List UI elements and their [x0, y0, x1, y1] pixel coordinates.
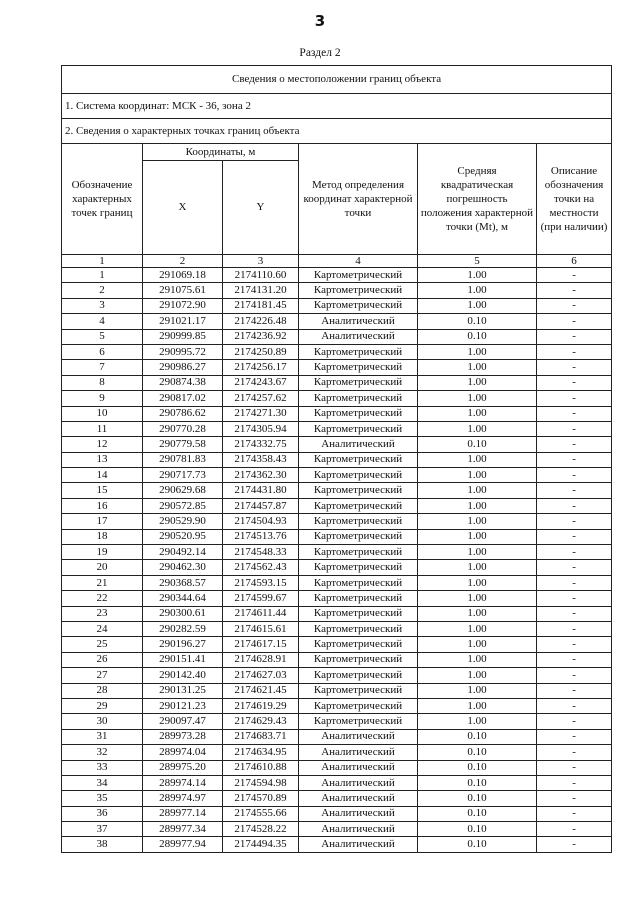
table-row: [62, 329, 612, 344]
method-cell: Аналитический: [299, 437, 418, 452]
point-number-cell: 28: [62, 683, 143, 698]
method-cell: Картометрический: [299, 668, 418, 683]
point-number-cell: 21: [62, 575, 143, 590]
y-coordinate-cell: 2174256.17: [223, 360, 299, 375]
description-cell: -: [537, 268, 612, 283]
accuracy-cell: 1.00: [418, 668, 537, 683]
accuracy-cell: 1.00: [418, 406, 537, 421]
column-numbers-row: [62, 255, 612, 268]
accuracy-cell: 1.00: [418, 529, 537, 544]
x-coordinate-cell: 290097.47: [143, 714, 223, 729]
description-cell: -: [537, 698, 612, 713]
method-cell: Картометрический: [299, 498, 418, 513]
method-cell: Картометрический: [299, 406, 418, 421]
accuracy-cell: 1.00: [418, 360, 537, 375]
method-cell: Картометрический: [299, 575, 418, 590]
x-coordinate-cell: 290874.38: [143, 375, 223, 390]
description-cell: -: [537, 791, 612, 806]
point-number-cell: 20: [62, 560, 143, 575]
accuracy-cell: 1.00: [418, 683, 537, 698]
accuracy-cell: 1.00: [418, 283, 537, 298]
accuracy-cell: 0.10: [418, 314, 537, 329]
header-point-designation: Обозначение характерных точек границ: [62, 144, 143, 255]
accuracy-cell: 1.00: [418, 575, 537, 590]
y-coordinate-cell: 2174621.45: [223, 683, 299, 698]
description-cell: -: [537, 545, 612, 560]
description-cell: -: [537, 760, 612, 775]
x-coordinate-cell: 290142.40: [143, 668, 223, 683]
accuracy-cell: 0.10: [418, 329, 537, 344]
x-coordinate-cell: 290368.57: [143, 575, 223, 590]
point-number-cell: 17: [62, 514, 143, 529]
table-row: [62, 698, 612, 713]
x-coordinate-cell: 290717.73: [143, 468, 223, 483]
table-row: [62, 575, 612, 590]
y-coordinate-cell: 2174555.66: [223, 806, 299, 821]
x-coordinate-cell: 290999.85: [143, 329, 223, 344]
method-cell: Картометрический: [299, 514, 418, 529]
accuracy-cell: 0.10: [418, 806, 537, 821]
point-number-cell: 9: [62, 391, 143, 406]
y-coordinate-cell: 2174271.30: [223, 406, 299, 421]
point-number-cell: 34: [62, 775, 143, 790]
y-coordinate-cell: 2174494.35: [223, 837, 299, 852]
table-row: [62, 375, 612, 390]
point-number-cell: 27: [62, 668, 143, 683]
table-row: [62, 452, 612, 467]
x-coordinate-cell: 290520.95: [143, 529, 223, 544]
point-number-cell: 25: [62, 637, 143, 652]
header-y: Y: [223, 161, 299, 255]
header-accuracy: Средняя квадратическая погрешность положения характерной точки (Mt), м: [418, 144, 537, 255]
method-cell: Аналитический: [299, 775, 418, 790]
description-cell: -: [537, 437, 612, 452]
method-cell: Картометрический: [299, 637, 418, 652]
accuracy-cell: 0.10: [418, 791, 537, 806]
method-cell: Аналитический: [299, 329, 418, 344]
x-coordinate-cell: 291072.90: [143, 298, 223, 313]
description-cell: -: [537, 606, 612, 621]
table-row: [62, 298, 612, 313]
table-row: [62, 344, 612, 359]
description-cell: -: [537, 529, 612, 544]
x-coordinate-cell: 289977.94: [143, 837, 223, 852]
page-number: 3: [314, 12, 326, 30]
y-coordinate-cell: 2174243.67: [223, 375, 299, 390]
description-cell: -: [537, 314, 612, 329]
method-cell: Картометрический: [299, 268, 418, 283]
y-coordinate-cell: 2174332.75: [223, 437, 299, 452]
column-number: 2: [143, 255, 223, 268]
point-number-cell: 8: [62, 375, 143, 390]
table-row: [62, 760, 612, 775]
accuracy-cell: 0.10: [418, 729, 537, 744]
accuracy-cell: 1.00: [418, 298, 537, 313]
y-coordinate-cell: 2174236.92: [223, 329, 299, 344]
point-number-cell: 35: [62, 791, 143, 806]
y-coordinate-cell: 2174615.61: [223, 621, 299, 636]
table-row: [62, 268, 612, 283]
method-cell: Картометрический: [299, 714, 418, 729]
x-coordinate-cell: 290121.23: [143, 698, 223, 713]
accuracy-cell: 1.00: [418, 452, 537, 467]
point-number-cell: 26: [62, 652, 143, 667]
x-coordinate-cell: 290282.59: [143, 621, 223, 636]
x-coordinate-cell: 290770.28: [143, 421, 223, 436]
accuracy-cell: 1.00: [418, 375, 537, 390]
column-number: 3: [223, 255, 299, 268]
points-heading: 2. Сведения о характерных точках границ объекта: [62, 119, 612, 144]
table-row: [62, 498, 612, 513]
y-coordinate-cell: 2174358.43: [223, 452, 299, 467]
description-cell: -: [537, 483, 612, 498]
header-x: X: [143, 161, 223, 255]
accuracy-cell: 1.00: [418, 637, 537, 652]
x-coordinate-cell: 290986.27: [143, 360, 223, 375]
point-number-cell: 4: [62, 314, 143, 329]
method-cell: Картометрический: [299, 698, 418, 713]
table-row: [62, 806, 612, 821]
coord-system-line: 1. Система координат: МСК - 36, зона 2: [62, 94, 612, 119]
point-number-cell: 29: [62, 698, 143, 713]
y-coordinate-cell: 2174629.43: [223, 714, 299, 729]
point-number-cell: 14: [62, 468, 143, 483]
accuracy-cell: 1.00: [418, 421, 537, 436]
y-coordinate-cell: 2174362.30: [223, 468, 299, 483]
y-coordinate-cell: 2174634.95: [223, 745, 299, 760]
y-coordinate-cell: 2174599.67: [223, 591, 299, 606]
y-coordinate-cell: 2174305.94: [223, 421, 299, 436]
method-cell: Картометрический: [299, 344, 418, 359]
description-cell: -: [537, 714, 612, 729]
x-coordinate-cell: 289974.04: [143, 745, 223, 760]
description-cell: -: [537, 360, 612, 375]
point-number-cell: 12: [62, 437, 143, 452]
point-number-cell: 23: [62, 606, 143, 621]
method-cell: Аналитический: [299, 745, 418, 760]
method-cell: Картометрический: [299, 421, 418, 436]
method-cell: Картометрический: [299, 452, 418, 467]
point-number-cell: 5: [62, 329, 143, 344]
point-number-cell: 6: [62, 344, 143, 359]
x-coordinate-cell: 290344.64: [143, 591, 223, 606]
table-row: [62, 822, 612, 837]
point-number-cell: 30: [62, 714, 143, 729]
point-number-cell: 15: [62, 483, 143, 498]
accuracy-cell: 1.00: [418, 498, 537, 513]
y-coordinate-cell: 2174250.89: [223, 344, 299, 359]
y-coordinate-cell: 2174431.80: [223, 483, 299, 498]
y-coordinate-cell: 2174257.62: [223, 391, 299, 406]
description-cell: -: [537, 575, 612, 590]
point-number-cell: 18: [62, 529, 143, 544]
table-row: [62, 591, 612, 606]
table-row: [62, 652, 612, 667]
table-row: [62, 468, 612, 483]
point-number-cell: 13: [62, 452, 143, 467]
description-cell: -: [537, 452, 612, 467]
point-number-cell: 32: [62, 745, 143, 760]
accuracy-cell: 1.00: [418, 698, 537, 713]
method-cell: Картометрический: [299, 298, 418, 313]
method-cell: Картометрический: [299, 283, 418, 298]
table-row: [62, 606, 612, 621]
point-number-cell: 10: [62, 406, 143, 421]
description-cell: -: [537, 560, 612, 575]
point-number-cell: 19: [62, 545, 143, 560]
x-coordinate-cell: 290131.25: [143, 683, 223, 698]
header-method: Метод определения координат характерной точки: [299, 144, 418, 255]
description-cell: -: [537, 498, 612, 513]
y-coordinate-cell: 2174110.60: [223, 268, 299, 283]
y-coordinate-cell: 2174570.89: [223, 791, 299, 806]
accuracy-cell: 1.00: [418, 483, 537, 498]
table-row: [62, 621, 612, 636]
description-cell: -: [537, 621, 612, 636]
table-row: [62, 637, 612, 652]
description-cell: -: [537, 283, 612, 298]
y-coordinate-cell: 2174181.45: [223, 298, 299, 313]
point-number-cell: 11: [62, 421, 143, 436]
description-cell: -: [537, 683, 612, 698]
x-coordinate-cell: 289975.20: [143, 760, 223, 775]
method-cell: Картометрический: [299, 591, 418, 606]
y-coordinate-cell: 2174593.15: [223, 575, 299, 590]
column-number: 1: [62, 255, 143, 268]
description-cell: -: [537, 329, 612, 344]
y-coordinate-cell: 2174548.33: [223, 545, 299, 560]
x-coordinate-cell: 291069.18: [143, 268, 223, 283]
x-coordinate-cell: 289974.97: [143, 791, 223, 806]
description-cell: -: [537, 406, 612, 421]
accuracy-cell: 1.00: [418, 514, 537, 529]
point-number-cell: 3: [62, 298, 143, 313]
y-coordinate-cell: 2174562.43: [223, 560, 299, 575]
accuracy-cell: 1.00: [418, 621, 537, 636]
y-coordinate-cell: 2174131.20: [223, 283, 299, 298]
table-row: [62, 360, 612, 375]
point-number-cell: 33: [62, 760, 143, 775]
method-cell: Картометрический: [299, 529, 418, 544]
table-row: [62, 483, 612, 498]
accuracy-cell: 1.00: [418, 268, 537, 283]
method-cell: Аналитический: [299, 314, 418, 329]
x-coordinate-cell: 289977.14: [143, 806, 223, 821]
accuracy-cell: 0.10: [418, 822, 537, 837]
accuracy-cell: 1.00: [418, 560, 537, 575]
accuracy-cell: 1.00: [418, 606, 537, 621]
x-coordinate-cell: 290462.30: [143, 560, 223, 575]
point-number-cell: 2: [62, 283, 143, 298]
description-cell: -: [537, 375, 612, 390]
method-cell: Картометрический: [299, 560, 418, 575]
y-coordinate-cell: 2174504.93: [223, 514, 299, 529]
x-coordinate-cell: 290786.62: [143, 406, 223, 421]
description-cell: -: [537, 514, 612, 529]
accuracy-cell: 0.10: [418, 745, 537, 760]
accuracy-cell: 1.00: [418, 468, 537, 483]
description-cell: -: [537, 391, 612, 406]
point-number-cell: 7: [62, 360, 143, 375]
table-title: Сведения о местоположении границ объекта: [62, 66, 612, 94]
header-description: Описание обозначения точки на местности (при наличии): [537, 144, 612, 255]
column-number: 4: [299, 255, 418, 268]
method-cell: Аналитический: [299, 806, 418, 821]
description-cell: -: [537, 344, 612, 359]
y-coordinate-cell: 2174611.44: [223, 606, 299, 621]
x-coordinate-cell: 290995.72: [143, 344, 223, 359]
y-coordinate-cell: 2174528.22: [223, 822, 299, 837]
table-row: [62, 560, 612, 575]
method-cell: Аналитический: [299, 729, 418, 744]
method-cell: Картометрический: [299, 545, 418, 560]
table-row: [62, 775, 612, 790]
y-coordinate-cell: 2174513.76: [223, 529, 299, 544]
description-cell: -: [537, 822, 612, 837]
point-number-cell: 16: [62, 498, 143, 513]
method-cell: Картометрический: [299, 652, 418, 667]
header-coordinates: Координаты, м: [143, 144, 299, 161]
table-row: [62, 745, 612, 760]
accuracy-cell: 0.10: [418, 837, 537, 852]
table-row: [62, 529, 612, 544]
point-number-cell: 24: [62, 621, 143, 636]
x-coordinate-cell: 290196.27: [143, 637, 223, 652]
table-row: [62, 283, 612, 298]
description-cell: -: [537, 637, 612, 652]
table-row: [62, 837, 612, 852]
x-coordinate-cell: 290629.68: [143, 483, 223, 498]
table-row: [62, 668, 612, 683]
accuracy-cell: 0.10: [418, 437, 537, 452]
method-cell: Картометрический: [299, 391, 418, 406]
method-cell: Картометрический: [299, 483, 418, 498]
y-coordinate-cell: 2174226.48: [223, 314, 299, 329]
accuracy-cell: 1.00: [418, 391, 537, 406]
table-row: [62, 391, 612, 406]
method-cell: Картометрический: [299, 621, 418, 636]
table-row: [62, 406, 612, 421]
column-number: 6: [537, 255, 612, 268]
y-coordinate-cell: 2174594.98: [223, 775, 299, 790]
description-cell: -: [537, 298, 612, 313]
accuracy-cell: 1.00: [418, 652, 537, 667]
point-number-cell: 36: [62, 806, 143, 821]
column-number: 5: [418, 255, 537, 268]
method-cell: Аналитический: [299, 837, 418, 852]
method-cell: Картометрический: [299, 606, 418, 621]
description-cell: -: [537, 652, 612, 667]
table-row: [62, 314, 612, 329]
table-row: [62, 421, 612, 436]
y-coordinate-cell: 2174627.03: [223, 668, 299, 683]
accuracy-cell: 0.10: [418, 760, 537, 775]
x-coordinate-cell: 290817.02: [143, 391, 223, 406]
point-number-cell: 38: [62, 837, 143, 852]
accuracy-cell: 1.00: [418, 545, 537, 560]
x-coordinate-cell: 291021.17: [143, 314, 223, 329]
x-coordinate-cell: 289973.28: [143, 729, 223, 744]
boundary-points-table: [61, 65, 612, 853]
description-cell: -: [537, 668, 612, 683]
table-row: [62, 714, 612, 729]
accuracy-cell: 1.00: [418, 714, 537, 729]
x-coordinate-cell: 290151.41: [143, 652, 223, 667]
point-number-cell: 31: [62, 729, 143, 744]
x-coordinate-cell: 290300.61: [143, 606, 223, 621]
table-row: [62, 437, 612, 452]
description-cell: -: [537, 837, 612, 852]
y-coordinate-cell: 2174610.88: [223, 760, 299, 775]
y-coordinate-cell: 2174457.87: [223, 498, 299, 513]
method-cell: Картометрический: [299, 683, 418, 698]
description-cell: -: [537, 421, 612, 436]
x-coordinate-cell: 291075.61: [143, 283, 223, 298]
table-row: [62, 729, 612, 744]
description-cell: -: [537, 468, 612, 483]
method-cell: Картометрический: [299, 375, 418, 390]
method-cell: Картометрический: [299, 360, 418, 375]
table-row: [62, 545, 612, 560]
x-coordinate-cell: 289977.34: [143, 822, 223, 837]
method-cell: Аналитический: [299, 822, 418, 837]
x-coordinate-cell: 290572.85: [143, 498, 223, 513]
x-coordinate-cell: 290529.90: [143, 514, 223, 529]
y-coordinate-cell: 2174617.15: [223, 637, 299, 652]
x-coordinate-cell: 290492.14: [143, 545, 223, 560]
description-cell: -: [537, 806, 612, 821]
accuracy-cell: 1.00: [418, 344, 537, 359]
method-cell: Картометрический: [299, 468, 418, 483]
method-cell: Аналитический: [299, 791, 418, 806]
y-coordinate-cell: 2174619.29: [223, 698, 299, 713]
description-cell: -: [537, 591, 612, 606]
table-row: [62, 514, 612, 529]
point-number-cell: 22: [62, 591, 143, 606]
accuracy-cell: 0.10: [418, 775, 537, 790]
section-title: Раздел 2: [299, 47, 341, 59]
method-cell: Аналитический: [299, 760, 418, 775]
x-coordinate-cell: 290781.83: [143, 452, 223, 467]
description-cell: -: [537, 729, 612, 744]
x-coordinate-cell: 290779.58: [143, 437, 223, 452]
point-number-cell: 37: [62, 822, 143, 837]
description-cell: -: [537, 745, 612, 760]
table-row: [62, 791, 612, 806]
table-row: [62, 683, 612, 698]
y-coordinate-cell: 2174628.91: [223, 652, 299, 667]
accuracy-cell: 1.00: [418, 591, 537, 606]
description-cell: -: [537, 775, 612, 790]
y-coordinate-cell: 2174683.71: [223, 729, 299, 744]
x-coordinate-cell: 289974.14: [143, 775, 223, 790]
point-number-cell: 1: [62, 268, 143, 283]
